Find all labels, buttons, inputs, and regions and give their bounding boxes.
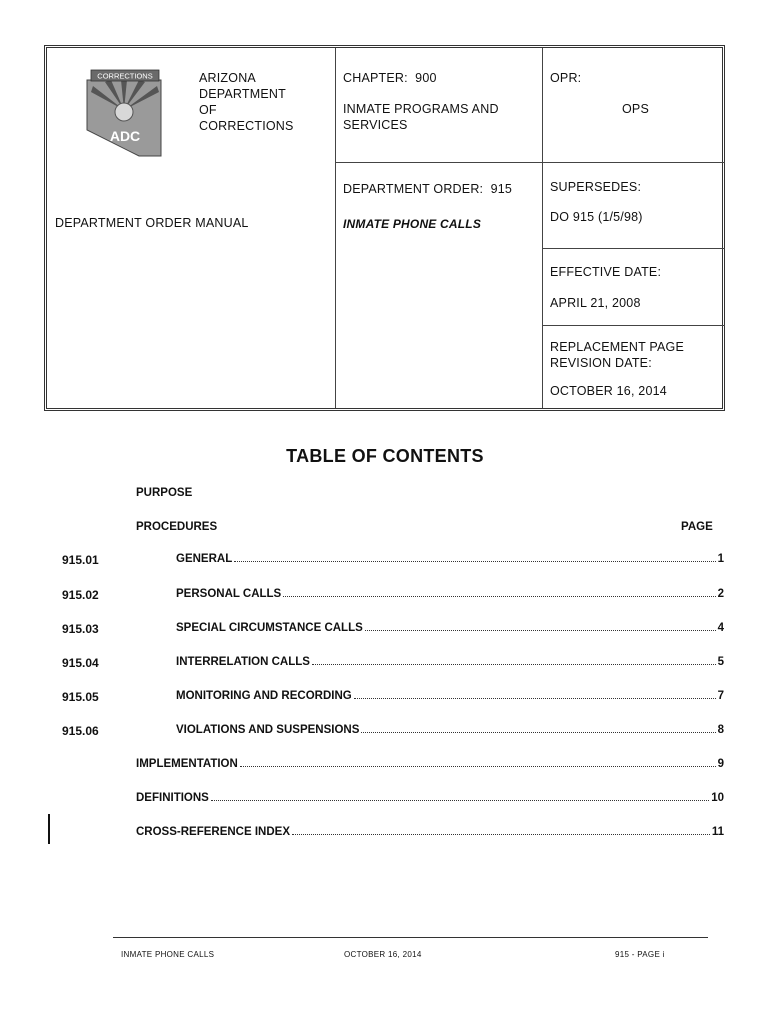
toc-title: TABLE OF CONTENTS (286, 446, 484, 466)
toc-entry-page: 10 (711, 792, 724, 804)
section-number: 915.06 (62, 724, 99, 738)
dot-leader (292, 834, 710, 835)
toc-entry[interactable] (136, 758, 724, 770)
toc-entry-page: 4 (717, 622, 724, 634)
toc-entry-title: PERSONAL CALLS (176, 588, 282, 600)
manual-title: DEPARTMENT ORDER MANUAL (55, 216, 249, 230)
section-number: 915.05 (62, 690, 99, 704)
section-number: 915.04 (62, 656, 99, 670)
dot-leader (234, 561, 715, 562)
toc-entry[interactable] (136, 826, 724, 838)
toc-entry[interactable] (176, 588, 724, 600)
revision-change-bar (48, 814, 50, 844)
supersedes-label: SUPERSEDES: (550, 180, 642, 194)
toc-entry[interactable] (176, 690, 724, 702)
chapter-label: CHAPTER: (343, 71, 408, 85)
toc-entry-page: 7 (717, 690, 724, 702)
chapter-value: 900 (415, 71, 437, 85)
toc-entry-title: VIOLATIONS AND SUSPENSIONS (176, 724, 360, 736)
dot-leader (211, 800, 709, 801)
opr-label: OPR: (550, 71, 582, 85)
header-divider (542, 48, 543, 408)
header-divider (335, 48, 336, 408)
toc-entry-title: GENERAL (176, 553, 233, 565)
section-number: 915.02 (62, 588, 99, 602)
header-divider (335, 162, 725, 163)
effective-date-value: APRIL 21, 2008 (550, 296, 641, 310)
dot-leader (361, 732, 715, 733)
toc-page-header: PAGE (681, 521, 713, 533)
toc-entry-page: 9 (717, 758, 724, 770)
section-number: 915.03 (62, 622, 99, 636)
toc-entry-page: 1 (717, 553, 724, 565)
replacement-revision-value: OCTOBER 16, 2014 (550, 384, 667, 398)
dot-leader (312, 664, 716, 665)
header-divider (542, 248, 725, 249)
toc-purpose: PURPOSE (136, 487, 193, 499)
toc-procedures: PROCEDURES (136, 521, 218, 533)
dot-leader (283, 596, 715, 597)
department-order-field (343, 181, 512, 197)
toc-entry-page: 2 (717, 588, 724, 600)
toc-entry-page: 11 (711, 826, 724, 838)
toc-entry-title: INTERRELATION CALLS (176, 656, 310, 668)
toc-entry-title: MONITORING AND RECORDING (176, 690, 352, 702)
toc-entry[interactable] (136, 792, 724, 804)
toc-entry-title: IMPLEMENTATION (136, 758, 238, 770)
toc-entry[interactable] (176, 724, 724, 736)
department-order-label: DEPARTMENT ORDER: (343, 182, 484, 196)
footer-page-number: 915 - PAGE i (615, 950, 665, 959)
supersedes-value: DO 915 (1/5/98) (550, 210, 643, 224)
dot-leader (240, 766, 716, 767)
header-divider (542, 325, 725, 326)
toc-entry-title: CROSS-REFERENCE INDEX (136, 826, 290, 838)
toc-entry-page: 8 (717, 724, 724, 736)
footer-date: OCTOBER 16, 2014 (344, 950, 422, 959)
dot-leader (354, 698, 716, 699)
section-number: 915.01 (62, 553, 99, 567)
toc-entry[interactable] (176, 622, 724, 634)
chapter-field (343, 70, 437, 86)
opr-value: OPS (622, 102, 649, 116)
dot-leader (365, 630, 716, 631)
replacement-revision-label: REPLACEMENT PAGE REVISION DATE: (550, 340, 685, 370)
toc-entry[interactable] (176, 656, 724, 668)
document-header-box (44, 45, 725, 411)
footer-rule (113, 937, 708, 938)
footer-title: INMATE PHONE CALLS (121, 950, 215, 959)
order-title: INMATE PHONE CALLS (343, 217, 482, 231)
toc-entry[interactable] (176, 553, 724, 565)
logo-banner-text: CORRECTIONS (97, 71, 153, 81)
logo-initials-text: ADC (109, 128, 141, 144)
toc-entry-title: DEFINITIONS (136, 792, 209, 804)
toc-entry-page: 5 (717, 656, 724, 668)
adc-logo (81, 66, 165, 162)
chapter-title: INMATE PROGRAMS AND SERVICES (343, 102, 499, 132)
effective-date-label: EFFECTIVE DATE: (550, 265, 662, 279)
department-order-value: 915 (490, 182, 513, 196)
agency-name: ARIZONA DEPARTMENT OF CORRECTIONS (199, 71, 294, 133)
toc-entry-title: SPECIAL CIRCUMSTANCE CALLS (176, 622, 363, 634)
